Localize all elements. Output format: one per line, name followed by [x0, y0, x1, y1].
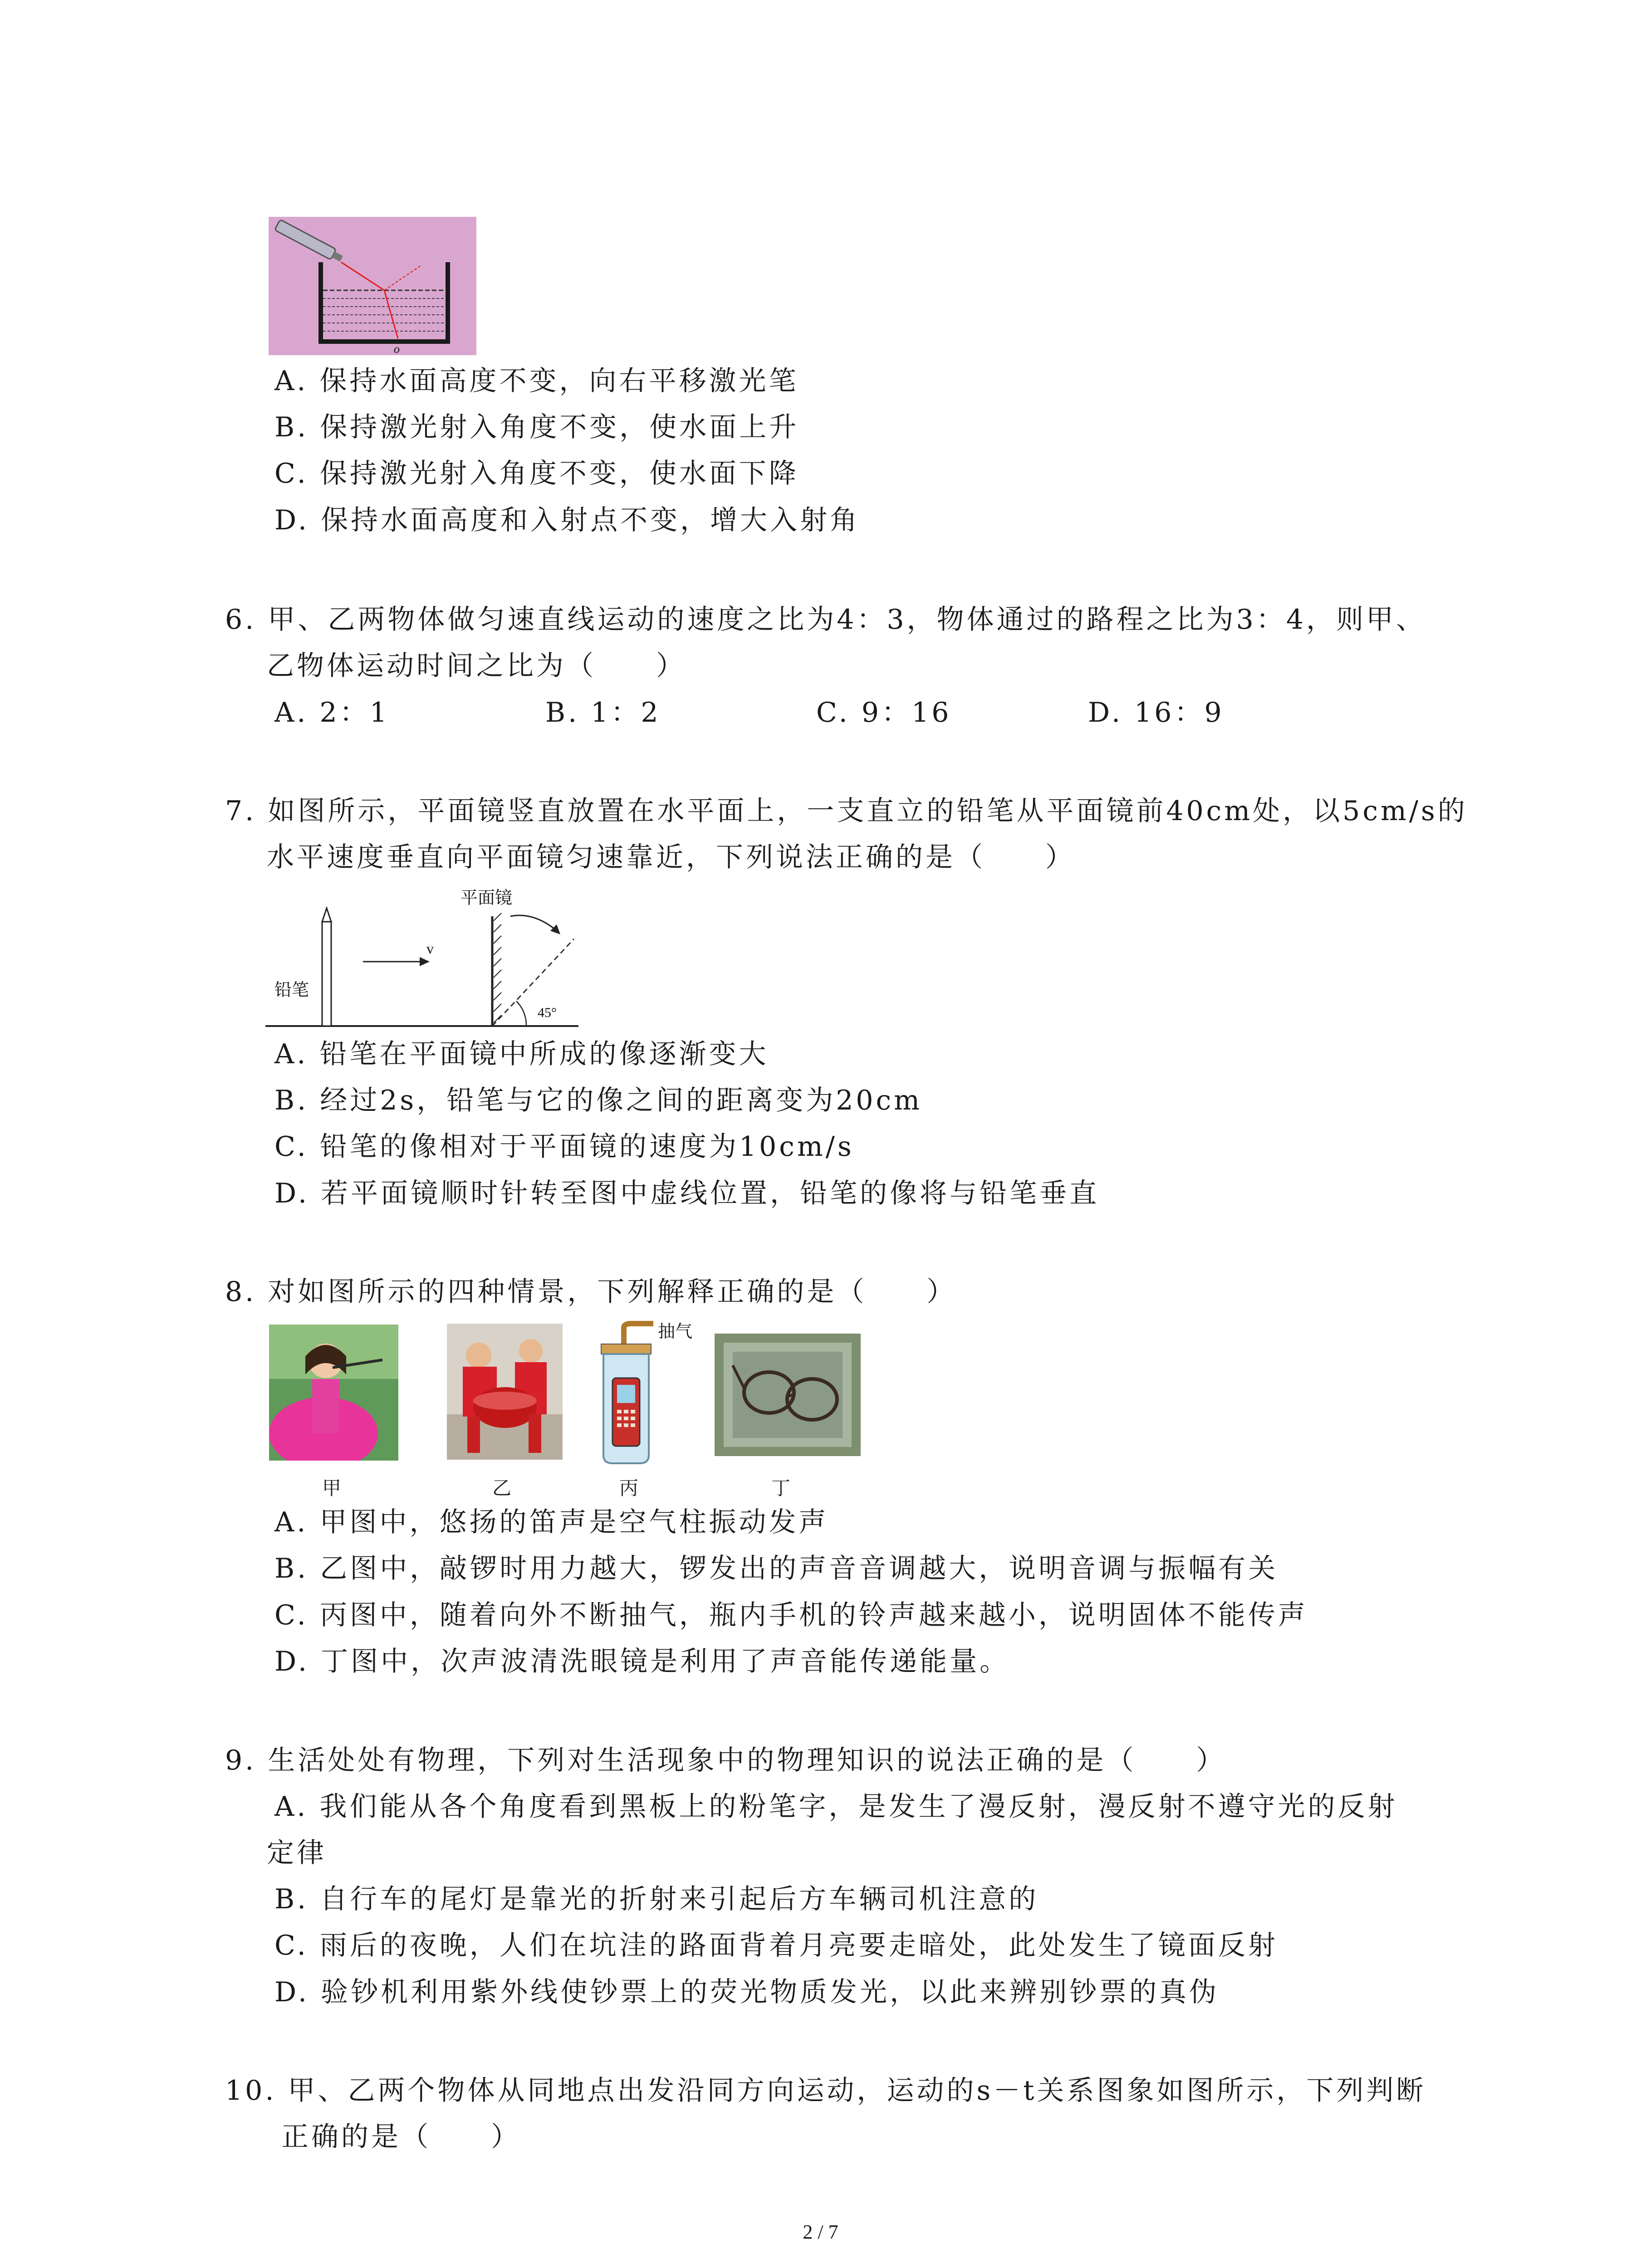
q7-option-b: B. 经过2s，铅笔与它的像之间的距离变为20cm: [274, 1085, 923, 1116]
angle-label: 45°: [538, 1005, 557, 1020]
caption-jia: 甲: [322, 1477, 342, 1499]
q7-stem-line2: 水平速度垂直向平面镜匀速靠近，下列说法正确的是（ ）: [267, 841, 1075, 873]
q10-stem-line2: 正确的是（ ）: [281, 2121, 521, 2153]
q5-option-d: D. 保持水面高度和入射点不变，增大入射角: [274, 504, 860, 536]
q6-option-d: D. 16：9: [1088, 697, 1225, 728]
q8-option-d: D. 丁图中，次声波清洗眼镜是利用了声音能传递能量。: [274, 1646, 1010, 1677]
pencil-label: 铅笔: [274, 980, 309, 1000]
q6-option-b: B. 1：2: [545, 697, 661, 728]
laser-water-tank-figure: [269, 217, 476, 355]
q8-stem: 8. 对如图所示的四种情景，下列解释正确的是（ ）: [225, 1276, 957, 1308]
caption-ding: 丁: [771, 1477, 791, 1499]
q9-option-d: D. 验钞机利用紫外线使钞票上的荧光物质发光，以此来辨别钞票的真伪: [274, 1976, 1220, 2008]
q9-stem: 9. 生活处处有物理，下列对生活现象中的物理知识的说法正确的是（ ）: [225, 1745, 1226, 1776]
glasses-cleaner-image: [715, 1334, 861, 1456]
q6-stem-line1: 6. 甲、乙两物体做匀速直线运动的速度之比为4：3，物体通过的路程之比为3：4，则甲、: [225, 604, 1426, 635]
q10-stem-line1: 10. 甲、乙两个物体从同地点出发沿同方向运动，运动的s－t关系图象如图所示，下列判断: [225, 2075, 1426, 2107]
mirror-label: 平面镜: [460, 888, 513, 908]
q5-option-a: A. 保持水面高度不变，向右平移激光笔: [274, 365, 799, 397]
q6-stem-line2: 乙物体运动时间之比为（ ）: [267, 650, 686, 682]
pump-label: 抽气: [658, 1321, 693, 1341]
q7-stem-line1: 7. 如图所示，平面镜竖直放置在水平面上，一支直立的铅笔从平面镜前40cm处，以5cm/s的: [225, 795, 1468, 827]
q5-option-b: B. 保持激光射入角度不变，使水面上升: [274, 411, 799, 443]
drummers-image: [447, 1324, 563, 1460]
pencil-mirror-figure: [265, 885, 592, 1034]
q7-option-c: C. 铅笔的像相对于平面镜的速度为10cm/s: [274, 1131, 854, 1163]
q9-option-c: C. 雨后的夜晚，人们在坑洼的路面背着月亮要走暗处，此处发生了镜面反射: [274, 1930, 1278, 1961]
q8-option-a: A. 甲图中，悠扬的笛声是空气柱振动发声: [274, 1506, 829, 1538]
phone-in-jar-image: [590, 1319, 721, 1465]
q9-option-b: B. 自行车的尾灯是靠光的折射来引起后方车辆司机注意的: [274, 1883, 1039, 1915]
q8-option-c: C. 丙图中，随着向外不断抽气，瓶内手机的铃声越来越小，说明固体不能传声: [274, 1599, 1308, 1631]
velocity-label: v: [426, 940, 434, 957]
caption-yi: 乙: [492, 1477, 512, 1499]
q8-option-b: B. 乙图中，敲锣时用力越大，锣发出的声音音调越大，说明音调与振幅有关: [274, 1553, 1279, 1584]
q7-option-d: D. 若平面镜顺时针转至图中虚线位置，铅笔的像将与铅笔垂直: [274, 1178, 1100, 1209]
flute-player-image: [269, 1325, 398, 1461]
q6-option-c: C. 9：16: [816, 697, 952, 728]
q5-option-c: C. 保持激光射入角度不变，使水面下降: [274, 458, 799, 489]
point-o-label: o: [394, 342, 400, 355]
q9-option-a-line1: A. 我们能从各个角度看到黑板上的粉笔字，是发生了漫反射，漫反射不遵守光的反射: [274, 1791, 1398, 1823]
caption-bing: 丙: [619, 1477, 639, 1499]
q6-option-a: A. 2：1: [274, 697, 390, 728]
q9-option-a-line2: 定律: [267, 1837, 327, 1869]
page-number: 2 / 7: [803, 2221, 838, 2243]
q7-option-a: A. 铅笔在平面镜中所成的像逐渐变大: [274, 1038, 769, 1070]
